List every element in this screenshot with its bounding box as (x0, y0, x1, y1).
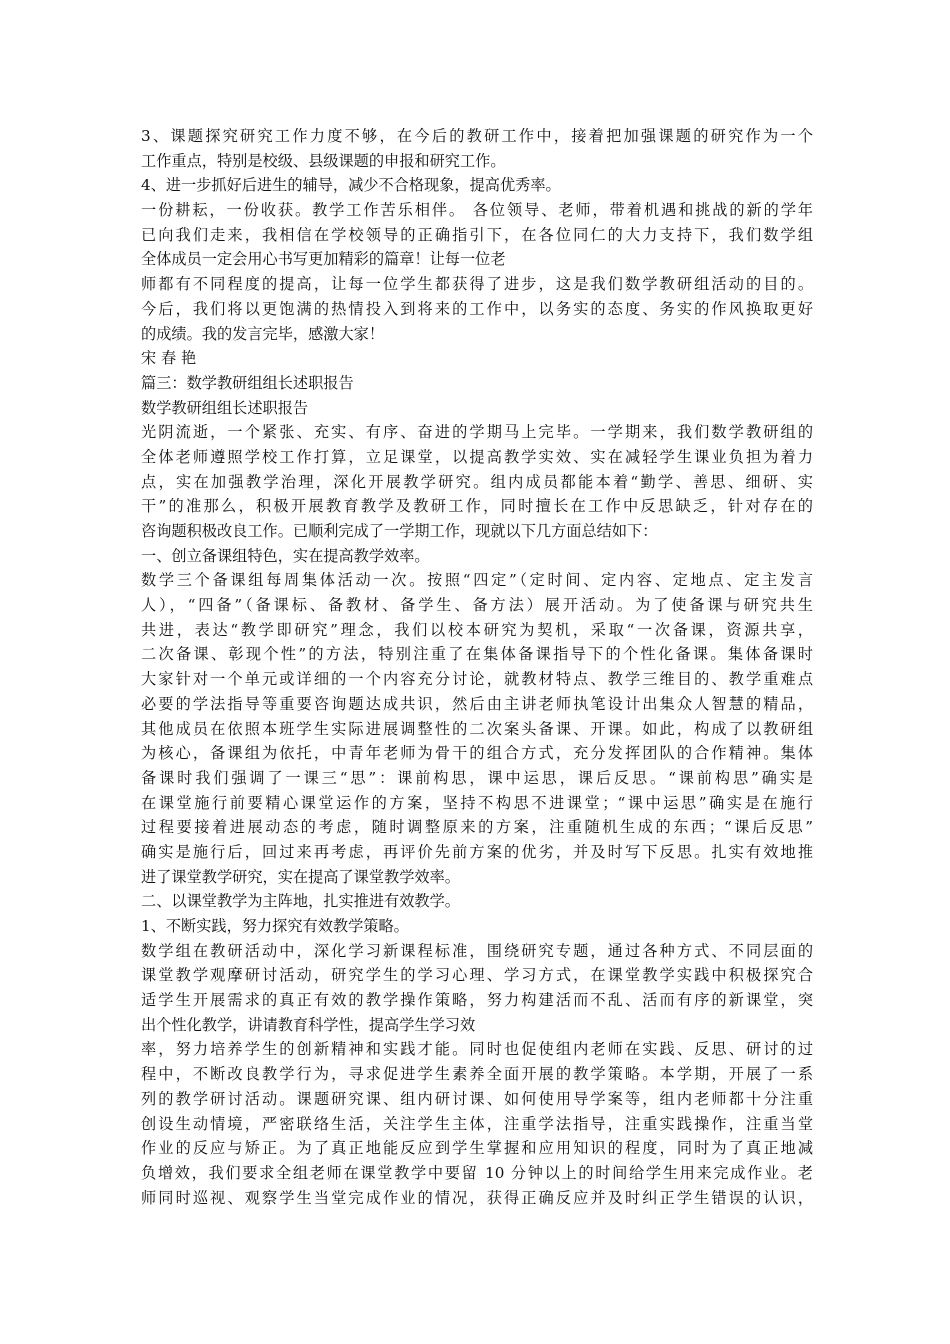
text-line: 人），“四备”（备课标、备教材、备学生、备方法）展开活动。为了使备课与研究共生 (141, 596, 813, 615)
text-line: 共进，表达“教学即研究”理念，我们以校本研究为契机，采取“一次备课，资源共享， (141, 620, 813, 639)
text-line: 程中，不断改良教学行为，寻求促进学生素养全面开展的教学策略。本学期，开展了一系 (141, 1065, 813, 1084)
text-line: 工作重点，特别是校级、县级课题的申报和研究工作。 (141, 151, 506, 170)
text-line: 适学生开展需求的真正有效的教学操作策略，努力构建活而不乱、活而有序的新课堂，突 (141, 991, 813, 1010)
text-line: 4、进一步抓好后进生的辅导，减少不合格现象，提高优秀率。 (141, 176, 561, 195)
text-line: 二次备课、彰现个性”的方法，特别注重了在集体备课指导下的个性化备课。集体备课时 (141, 645, 813, 664)
text-line: 的成绩。我的发言完毕，感激大家！ (141, 324, 384, 343)
text-line: 干”的准那么，积极开展教育教学及教研工作，同时擅长在工作中反思缺乏，针对存在的 (141, 497, 813, 516)
text-line: 备课时我们强调了一课三“思”：课前构思，课中运思，课后反思。“课前构思”确实是 (141, 768, 813, 787)
text-line: 作业的反应与矫正。为了真正地能反应到学生掌握和应用知识的程度，同时为了真正地减 (141, 1139, 813, 1158)
text-line: 今后，我们将以更饱满的热情投入到将来的工作中，以务实的态度、务实的作风换取更好 (141, 299, 813, 318)
text-line: 数学三个备课组每周集体活动一次。按照“四定”（定时间、定内容、定地点、定主发言 (141, 571, 813, 590)
text-line: 过程要接着进展动态的考虑，随时调整原来的方案，注重随机生成的东西；“课后反思” (141, 818, 813, 837)
text-line: 二、以课堂教学为主阵地，扎实推进有效教学。 (141, 892, 460, 911)
text-line: 师同时巡视、观察学生当堂完成作业的情况，获得正确反应并及时纠正学生错误的认识， (141, 1188, 813, 1207)
text-line: 课堂教学观摩研讨活动，研究学生的学习心理、学习方式，在课堂教学实践中积极探究合 (141, 966, 813, 985)
text-line: 负增效，我们要求全组老师在课堂教学中要留 10 分钟以上的时间给学生用来完成作业。老 (141, 1163, 813, 1182)
text-line: 率，努力培养学生的创新精神和实践才能。同时也促使组内老师在实践、反思、研讨的过 (141, 1040, 813, 1059)
text-line: 其他成员在依照本班学生实际进展调整性的二次案头备课、开课。如此，构成了以教研组 (141, 719, 813, 738)
text-line: 宋 春 艳 (141, 349, 197, 368)
text-line: 咨询题积极改良工作。已顺利完成了一学期工作，现就以下几方面总结如下： (141, 522, 658, 540)
text-line: 一、创立备课组特色，实在提高教学效率。 (141, 546, 430, 565)
text-line: 确实是施行后，回过来再考虑，再评价先前方案的优劣，并及时写下反思。扎实有效地推 (141, 842, 813, 861)
text-line: 光阴流逝，一个紧张、充实、有序、奋进的学期马上完毕。一学期来，我们数学教研组的 (141, 423, 813, 442)
document-page (141, 124, 813, 1210)
text-line: 为核心，备课组为依托，中青年老师为骨干的组合方式，充分发挥团队的合作精神。集体 (141, 744, 813, 763)
text-line: 1、不断实践，努力探究有效教学策略。 (141, 917, 409, 935)
text-line: 全体老师遵照学校工作打算，立足课堂，以提高教学实效、实在减轻学生课业负担为着力 (141, 447, 813, 466)
text-line: 篇三：数学教研组组长述职报告 (141, 373, 354, 392)
text-line: 一份耕耘，一份收获。教学工作苦乐相伴。 各位领导、老师，带着机遇和挑战的新的学年 (141, 201, 813, 220)
text-line: 师都有不同程度的提高，让每一位学生都获得了进步，这是我们数学教研组活动的目的。 (141, 275, 813, 294)
text-line: 在课堂施行前要精心课堂运作的方案，坚持不构思不进课堂；“课中运思”确实是在施行 (141, 793, 813, 812)
text-line: 点，实在加强教学治理，深化开展教学研究。组内成员都能本着“勤学、善思、细研、实 (141, 472, 813, 491)
text-line: 已向我们走来，我相信在学校领导的正确指引下，在各位同仁的大力支持下，我们数学组 (141, 225, 813, 244)
text-line: 出个性化教学，讲请教育科学性，提高学生学习效 (141, 1015, 476, 1034)
text-line: 必要的学法指导等重要咨询题达成共识，然后由主讲老师执笔设计出集众人智慧的精品， (141, 694, 813, 713)
text-line: 创设生动情境，严密联络生活，关注学生主体，注重学法指导，注重实践操作，注重当堂 (141, 1114, 813, 1133)
text-line: 3、课题探究研究工作力度不够，在今后的教研工作中，接着把加强课题的研究作为一个 (141, 127, 813, 145)
text-line: 进了课堂教学研究，实在提高了课堂教学效率。 (141, 867, 460, 886)
text-line: 大家针对一个单元或详细的一个内容充分讨论，就教材特点、教学三维目的、教学重难点 (141, 670, 813, 689)
text-line: 全体成员一定会用心书写更加精彩的篇章！让每一位老 (141, 250, 506, 269)
text-line: 数学组在教研活动中，深化学习新课程标准，围绕研究专题，通过各种方式、不同层面的 (141, 941, 813, 960)
text-line: 数学教研组组长述职报告 (141, 398, 309, 417)
text-line: 列的教学研讨活动。课题研究课、组内研讨课、如何使用导学案等，组内老师都十分注重 (141, 1089, 813, 1108)
